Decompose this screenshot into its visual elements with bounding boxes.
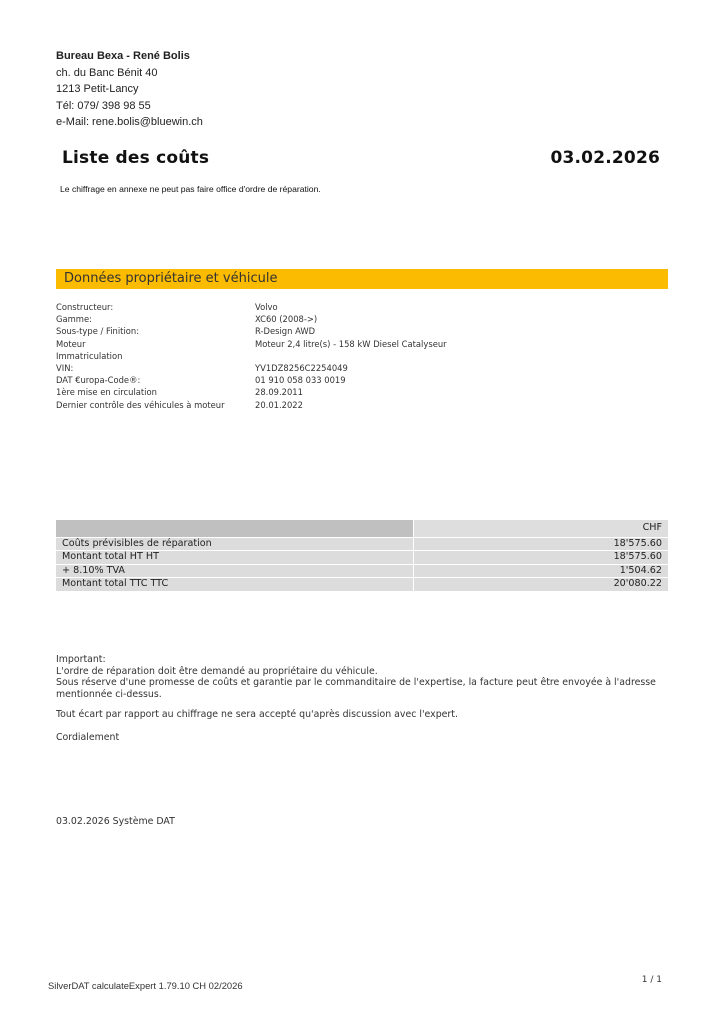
table-row (56, 551, 668, 564)
vehicle-value: 20.01.2022 (255, 399, 303, 410)
sender-city: 1213 Petit-Lancy (56, 83, 139, 95)
vehicle-row (56, 399, 447, 411)
vehicle-label: Immatriculation (56, 350, 123, 361)
section-title: Données propriétaire et véhicule (64, 271, 278, 286)
cost-label: Montant total HT HT (56, 551, 414, 564)
vehicle-value: YV1DZ8256C2254049 (255, 362, 348, 373)
document-date: 03.02.2026 (550, 148, 660, 168)
notes-important-heading: Important: (56, 654, 106, 665)
notes-closing: Cordialement (56, 731, 120, 743)
cost-label: Montant total TTC TTC (56, 578, 414, 591)
vehicle-label: Sous-type / Finition: (56, 326, 140, 337)
sender-name: Bureau Bexa - René Bolis (56, 50, 190, 62)
vehicle-value: Volvo (255, 302, 278, 312)
vehicle-row (56, 386, 447, 398)
vehicle-label: VIN: (56, 362, 74, 373)
vehicle-row (56, 362, 447, 374)
vehicle-label: Moteur (56, 338, 86, 349)
cost-table-header (56, 520, 668, 538)
sender-street: ch. du Banc Bénit 40 (56, 66, 158, 79)
cost-amount: 18'575.60 (414, 551, 669, 564)
vehicle-value: R-Design AWD (255, 326, 316, 337)
vehicle-row (56, 313, 447, 325)
page-title: Liste des coûts (62, 148, 210, 168)
notes-line: Sous réserve d'une promesse de coûts et garantie par le commanditaire de l'expertise, la facture peut être envoyée à l'adresse mentionnée ci-dessus. (56, 677, 656, 700)
disclaimer: Le chiffrage en annexe ne peut pas faire office d'ordre de réparation. (60, 184, 321, 194)
sender-phone: Tél: 079/ 398 98 55 (56, 99, 151, 112)
table-row (56, 564, 668, 577)
vehicle-row (56, 338, 447, 350)
vehicle-label: DAT €uropa-Code®: (56, 375, 141, 386)
notes-line: Tout écart par rapport au chiffrage ne sera accepté qu'après discussion avec l'expert. (56, 709, 458, 720)
cost-header-blank (56, 520, 414, 538)
vehicle-label: Gamme: (56, 314, 92, 325)
vehicle-label: 1ère mise en circulation (56, 387, 157, 398)
vehicle-value: Moteur 2,4 litre(s) - 158 kW Diesel Catalyseur (255, 338, 447, 349)
vehicle-value: XC60 (2008->) (255, 314, 318, 325)
vehicle-details (56, 301, 447, 411)
notes-block (56, 654, 676, 743)
table-row (56, 578, 668, 591)
vehicle-label: Dernier contrôle des véhicules à moteur (56, 399, 225, 410)
cost-amount: 18'575.60 (414, 538, 669, 551)
vehicle-row (56, 325, 447, 337)
cost-label: Coûts prévisibles de réparation (56, 538, 414, 551)
vehicle-row (56, 374, 447, 386)
vehicle-value: 28.09.2011 (255, 387, 303, 398)
cost-summary-table (56, 520, 668, 591)
vehicle-row (56, 350, 447, 362)
currency-header: CHF (414, 520, 669, 538)
vehicle-row (56, 301, 447, 313)
signature-date-system: 03.02.2026 Système DAT (56, 816, 175, 827)
section-header-bar (56, 269, 668, 289)
cost-amount: 20'080.22 (414, 578, 669, 591)
vehicle-label: Constructeur: (56, 302, 114, 312)
table-row (56, 538, 668, 551)
cost-label: + 8.10% TVA (56, 564, 414, 577)
sender-email: e-Mail: rene.bolis@bluewin.ch (56, 116, 203, 128)
vehicle-value: 01 910 058 033 0019 (255, 375, 346, 386)
cost-amount: 1'504.62 (414, 564, 669, 577)
notes-line: L'ordre de réparation doit être demandé au propriétaire du véhicule. (56, 665, 378, 677)
page-number: 1 / 1 (641, 975, 662, 985)
footer-software: SilverDAT calculateExpert 1.79.10 CH 02/2026 (48, 980, 243, 991)
sender-address-block (56, 48, 203, 131)
